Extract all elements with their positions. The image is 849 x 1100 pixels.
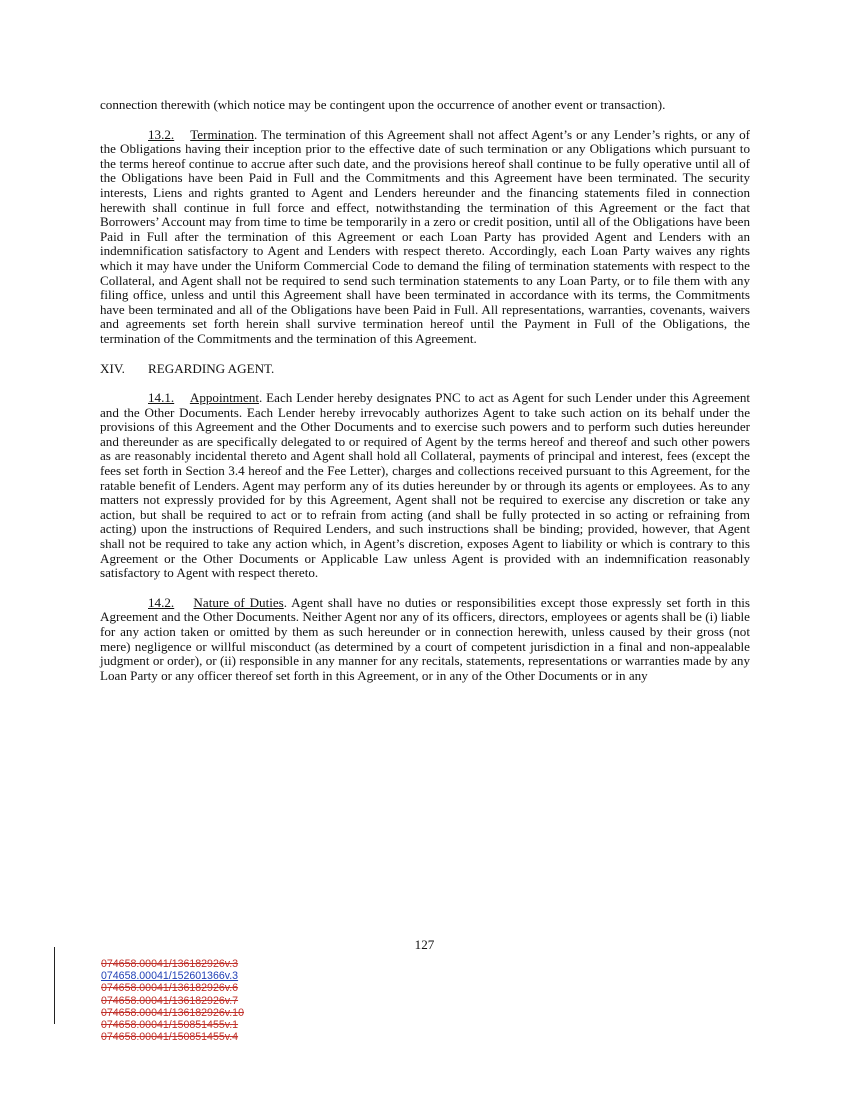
docid-line: 074658.00041/150851455v.1: [101, 1019, 239, 1032]
section-13-2: [100, 128, 750, 347]
section-13-2-number: 13.2.: [148, 126, 175, 142]
article-title: REGARDING AGENT.: [148, 360, 275, 376]
intro-paragraph: connection therewith (which notice may be contingent upon the occurrence of another event or transaction).: [100, 97, 666, 112]
docid-line: 074658.00041/136182926v.3: [101, 958, 239, 970]
revision-bar: [54, 947, 55, 1024]
article-heading: [100, 362, 750, 377]
section-14-2-body: . Agent shall have no duties or responsibilities except those expressly set forth in this Agreement and the Other Documents. Neither Agent nor any of its officers, directors, employees or agents shall be (i) liable for any action taken or omitted by them as such hereunder or in connection herewith, unless caused by their gross (not mere) negligence or willful misconduct (as determined by a court of competent jurisdiction in a final and non-appealable judgment or order), or (ii) responsible in any manner for any recitals, statements, representations or warranties made by any Loan Party or any officer thereof set forth in this Agreement, or in any of the Other Documents or in any: [100, 594, 751, 683]
section-13-2-body: . The termination of this Agreement shall not affect Agent’s or any Lender’s rights, or any of the Obligations having their inception prior to the effective date of such termination or any Obligations which pursuant to the terms hereof continue to accrue after such date, and the provisions hereof shall continue to be fully operative until all of the Obligations have been Paid in Full and the Commitments and this Agreement have been terminated. The security interests, Liens and rights granted to Agent and Lenders hereunder and the financing statements filed in connection herewith shall continue in full force and effect, notwithstanding the termination of this Agreement or the fact that Borrowers’ Account may from time to time be temporarily in a zero or credit position, until all of the Obligations have been Paid in Full after the termination of this Agreement or each Loan Party has provided Agent and Lenders with an indemnification satisfactory to Agent and Lenders with respect thereto. Accordingly, each Loan Party waives any rights which it may have under the Uniform Commercial Code to demand the filing of termination statements with respect to the Collateral, and Agent shall not be required to send such termination statements to any Loan Party, or to file them with any filing office, unless and until this Agreement shall have been terminated in accordance with its terms, the Commitments have been terminated and all of the Obligations have been Paid in Full. All representations, warranties, covenants, waivers and agreements set forth herein shall survive termination hereof until the Payment in Full of the Obligations, the termination of the Commitments and the termination of this Agreement.: [100, 126, 751, 346]
docid-line: 074658.00041/136182926v.6: [101, 982, 239, 995]
section-14-1-title: Appointment: [189, 390, 259, 406]
docid-line: 074658.00041/150851455v.4: [101, 1031, 239, 1044]
section-14-1-body: . Each Lender hereby designates PNC to act as Agent for such Lender under this Agreement and the Other Documents. Each Lender hereby irrevocably authorizes Agent to take such action on its behalf under the provisions of this Agreement and the Other Documents and to exercise such powers and to perform such duties hereunder and thereunder as are specifically delegated to or required of Agent by the terms hereof and thereof and such other powers as are reasonably incidental thereto and Agent shall hold all Collateral, payments of principal and interest, fees (except the fees set forth in Section 3.4 hereof and the Fee Letter), charges and collections received pursuant to this Agreement, for the ratable benefit of Lenders. Agent may perform any of its duties hereunder by or through its agents or employees. As to any matters not expressly provided for by this Agreement, Agent shall not be required to exercise any discretion or take any action, but shall be required to act or to refrain from acting (and shall be fully protected in so acting or refraining from acting) upon the instructions of Required Lenders, and such instructions shall be binding; provided, however, that Agent shall not be required to take any action which, in Agent’s discretion, exposes Agent to liability or which is contrary to this Agreement or the Other Documents or Applicable Law unless Agent is provided with an indemnification reasonably satisfactory to Agent with respect thereto.: [100, 390, 751, 581]
section-13-2-title: Termination: [190, 126, 255, 142]
section-14-1: [100, 391, 750, 581]
article-number: XIV.: [100, 360, 125, 376]
section-14-2-title: Nature of Duties: [193, 594, 284, 610]
docid-line: 074658.00041/136182926v.7: [101, 994, 239, 1007]
document-page: [100, 98, 750, 683]
docid-line: 074658.00041/136182926v.10: [101, 1006, 244, 1019]
page-number: 127: [414, 937, 435, 952]
section-14-1-number: 14.1.: [148, 390, 175, 406]
section-14-2: [100, 596, 750, 684]
docid-line-current: 074658.00041/152601366v.3: [101, 970, 239, 983]
document-id-footer: [101, 958, 244, 1043]
section-14-2-number: 14.2.: [148, 594, 175, 610]
